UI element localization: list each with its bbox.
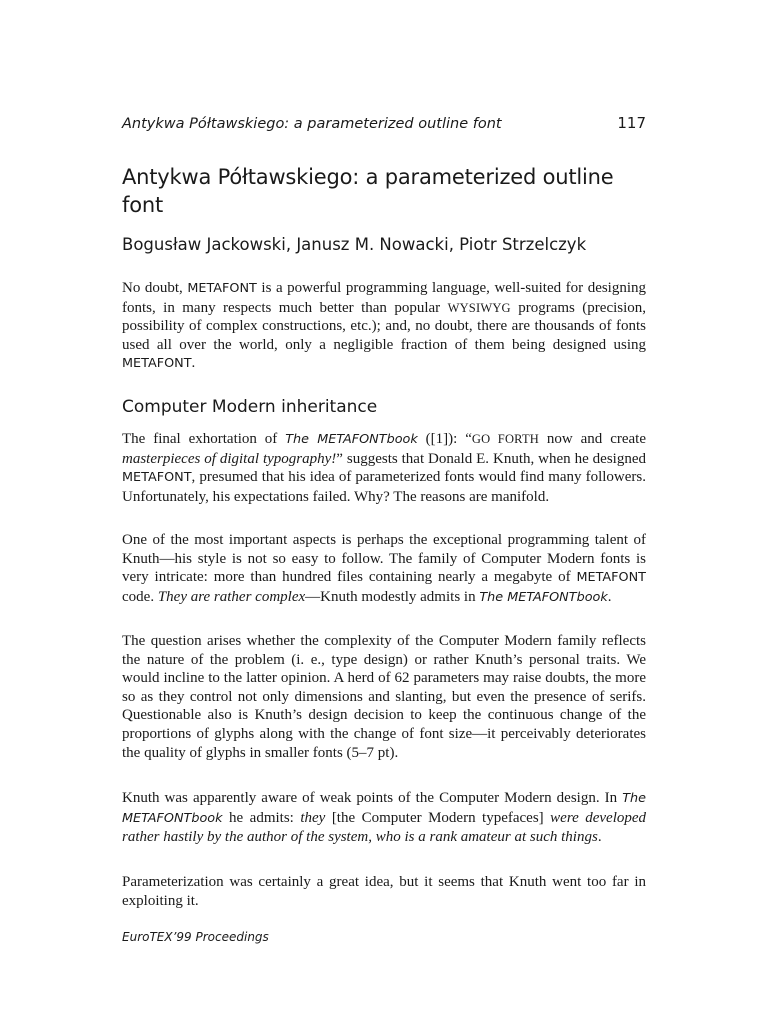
- metafontbook-title: The METAFONTbook: [285, 432, 418, 447]
- article-authors: Bogusław Jackowski, Janusz M. Nowacki, Piotr Strzelczyk: [122, 235, 587, 254]
- section-heading: Computer Modern inheritance: [122, 397, 378, 417]
- paragraph-1: The final exhortation of The METAFONTbook ([1]): “GO FORTH now and create masterpieces of digital typography!” suggests that Donald E. Knuth, when he designed METAFONT, presumed that his idea of parameterized fonts would find many followers. Unfortunately, his expectations failed. Why? The reasons are manifold.: [122, 431, 646, 505]
- metafontbook-title: The METAFONTbook: [122, 791, 646, 826]
- paragraph-4: Knuth was apparently aware of weak points of the Computer Modern design. In The METAFONTbook he admits: they [the Computer Modern typefaces] were developed rather hastily by the author of the system, who is a rank amateur at such things.: [122, 790, 647, 846]
- paragraph-2: One of the most important aspects is perhaps the exceptional programming talent of Knuth—his style is not so easy to follow. The family of Computer Modern fonts is very intricate: more than hundred files containing nearly a megabyte of METAFONT code. They are rather complex—Knuth modestly admits in The METAFONTbook.: [122, 532, 646, 605]
- article-title: Antykwa Półtawskiego: a parameterized outline font: [122, 165, 614, 217]
- page-number: 117: [617, 114, 646, 132]
- metafontbook-title: The METAFONTbook: [479, 589, 608, 605]
- metafont-term: METAFONT: [576, 570, 646, 586]
- running-head: [122, 114, 646, 132]
- wysiwyg-term: WYSIWYG: [447, 300, 511, 315]
- metafont-term: METAFONT: [122, 356, 192, 372]
- paragraph-3: The question arises whether the complexity of the Computer Modern family reflects the nature of the problem (i. e., type design) or rather Knuth’s personal traits. We would incline to the latter opinion. A herd of 62 parameters may raise doubts, the more so as they control not only dimensions and slanting, but even the presence of serifs. Questionable also is Knuth’s design decision to keep the continuous change of the proportions of glyphs along with the change of font size—it perceivably deteriorates the quality of glyphs in smaller fonts (5–7 pt).: [122, 633, 646, 761]
- paragraph-5: Parameterization was certainly a great idea, but it seems that Knuth went too far in exploiting it.: [122, 874, 646, 909]
- footer-proceedings: EuroTEX’99 Proceedings: [122, 930, 269, 944]
- intro-paragraph: No doubt, METAFONT is a powerful programming language, well-suited for designing fonts, in many respects much better than popular WYSIWYG programs (precision, possibility of complex constructions, etc.); and, no doubt, there are thousands of fonts used all over the world, only a negligible fraction of them being designed using METAFONT.: [122, 280, 647, 372]
- metafont-term: METAFONT: [122, 470, 192, 486]
- metafont-term: METAFONT: [187, 281, 257, 296]
- running-head-title: Antykwa Półtawskiego: a parameterized outline font: [122, 116, 502, 132]
